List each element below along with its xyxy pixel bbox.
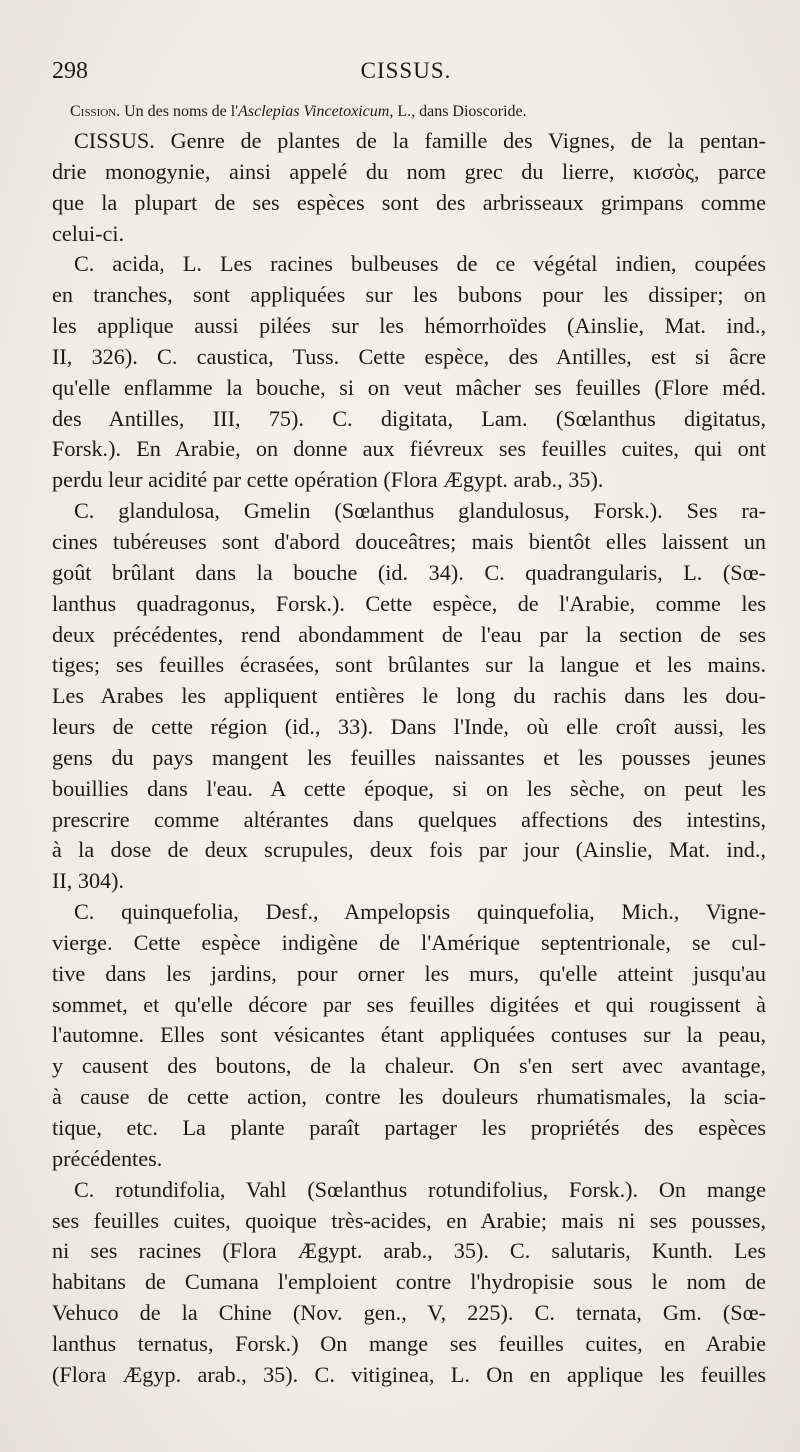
text-line: bouillies dans l'eau. A cette époque, si on les sèche, on peut les [52,775,766,801]
text-line: sommet, et qu'elle décore par ses feuilles digitées et qui rougissent à [52,991,766,1017]
text-line: les applique aussi pilées sur les hémorrhoïdes (Ainslie, Mat. ind., [52,313,766,339]
text-line: deux précédentes, rend abondamment de l'eau par la section de ses [52,621,766,647]
text-line: C. glandulosa, Gmelin (Sœlanthus glandulosus, Forsk.). Ses ra- [74,498,766,524]
cission-note [70,100,766,124]
text-line: Forsk.). En Arabie, on donne aux fiévreux ses feuilles cuites, qui ont [52,436,766,462]
text-line: tive dans les jardins, pour orner les murs, qu'elle atteint jusqu'au [52,960,766,986]
text-line: tiges; ses feuilles écrasées, sont brûlantes sur la langue et les mains. [52,652,766,678]
text-line: Les Arabes les appliquent entières le long du rachis dans les dou- [52,683,766,709]
text-line: cines tubéreuses sont d'abord douceâtres; mais bientôt elles laissent un [52,528,766,554]
text-line: habitans de Cumana l'emploient contre l'hydropisie sous le nom de [52,1269,766,1295]
text-line: II, 304). [52,868,125,894]
text-line: C. acida, L. Les racines bulbeuses de ce végétal indien, coupées [74,251,766,277]
text-line: ni ses racines (Flora Ægypt. arab., 35). C. salutaris, Kunth. Les [52,1238,766,1264]
page-number: 298 [52,58,88,84]
note-headword: Cission. [70,103,121,120]
text-line: II, 326). C. caustica, Tuss. Cette espèce, des Antilles, est si âcre [52,343,766,369]
body-text [52,100,766,1391]
text-line: C. rotundifolia, Vahl (Sœlanthus rotundifolius, Forsk.). On mange [74,1176,766,1202]
note-italic: Asclepias Vincetoxicum [238,103,390,120]
note-rest: , L., dans Dioscoride. [389,103,527,120]
text-line: gens du pays mangent les feuilles naissantes et les pousses jeunes [52,744,766,770]
text-line: celui-ci. [52,220,125,246]
text-line: l'automne. Elles sont vésicantes étant appliquées contuses sur la peau, [52,1022,766,1048]
text-line: précédentes. [52,1145,163,1171]
text-line: Vehuco de la Chine (Nov. gen., V, 225). C. ternata, Gm. (Sœ- [52,1300,766,1326]
text-line: drie monogynie, ainsi appelé du nom grec du lierre, κισσὸς, parce [52,158,766,184]
text-line: à la dose de deux scrupules, deux fois par jour (Ainslie, Mat. ind., [52,837,766,863]
running-title: CISSUS. [360,58,452,83]
text-line: tique, etc. La plante paraît partager les propriétés des espèces [52,1115,766,1140]
text-line: leurs de cette région (id., 33). Dans l'Inde, où elle croît aussi, les [52,714,766,740]
text-line: lanthus ternatus, Forsk.) On mange ses feuilles cuites, en Arabie [52,1330,766,1356]
text-line: ses feuilles cuites, quoique très-acides, en Arabie; mais ni ses pousses, [52,1207,766,1233]
text-line: des Antilles, III, 75). C. digitata, Lam. (Sœlanthus digitatus, [52,405,766,431]
text-line: qu'elle enflamme la bouche, si on veut mâcher ses feuilles (Flore méd. [52,374,766,400]
note-text: Un des noms de l' [124,103,239,120]
text-line: perdu leur acidité par cette opération (Flora Ægypt. arab., 35). [52,467,604,493]
text-line: C. quinquefolia, Desf., Ampelopsis quinquefolia, Mich., Vigne- [74,899,766,925]
paragraphs [52,126,766,1391]
text-line: à cause de cette action, contre les douleurs rhumatismales, la scia- [52,1084,766,1110]
text-line: que la plupart de ses espèces sont des arbrisseaux grimpans comme [52,189,766,215]
page-header [52,58,760,90]
text-line: CISSUS. Genre de plantes de la famille des Vignes, de la pentan- [74,128,766,153]
text-line: y causent des boutons, de la chaleur. On s'en sert avec avantage, [52,1053,766,1079]
text-line: vierge. Cette espèce indigène de l'Amérique septentrionale, se cul- [52,929,766,955]
text-line: en tranches, sont appliquées sur les bubons pour les dissiper; on [52,282,766,308]
text-line: lanthus quadragonus, Forsk.). Cette espèce, de l'Arabie, comme les [52,590,766,616]
text-line: prescrire comme altérantes dans quelques affections des intestins, [52,806,766,832]
text-line: (Flora Ægyp. arab., 35). C. vitiginea, L. On en applique les feuilles [52,1361,766,1387]
text-line: goût brûlant dans la bouche (id. 34). C. quadrangularis, L. (Sœ- [52,559,766,585]
